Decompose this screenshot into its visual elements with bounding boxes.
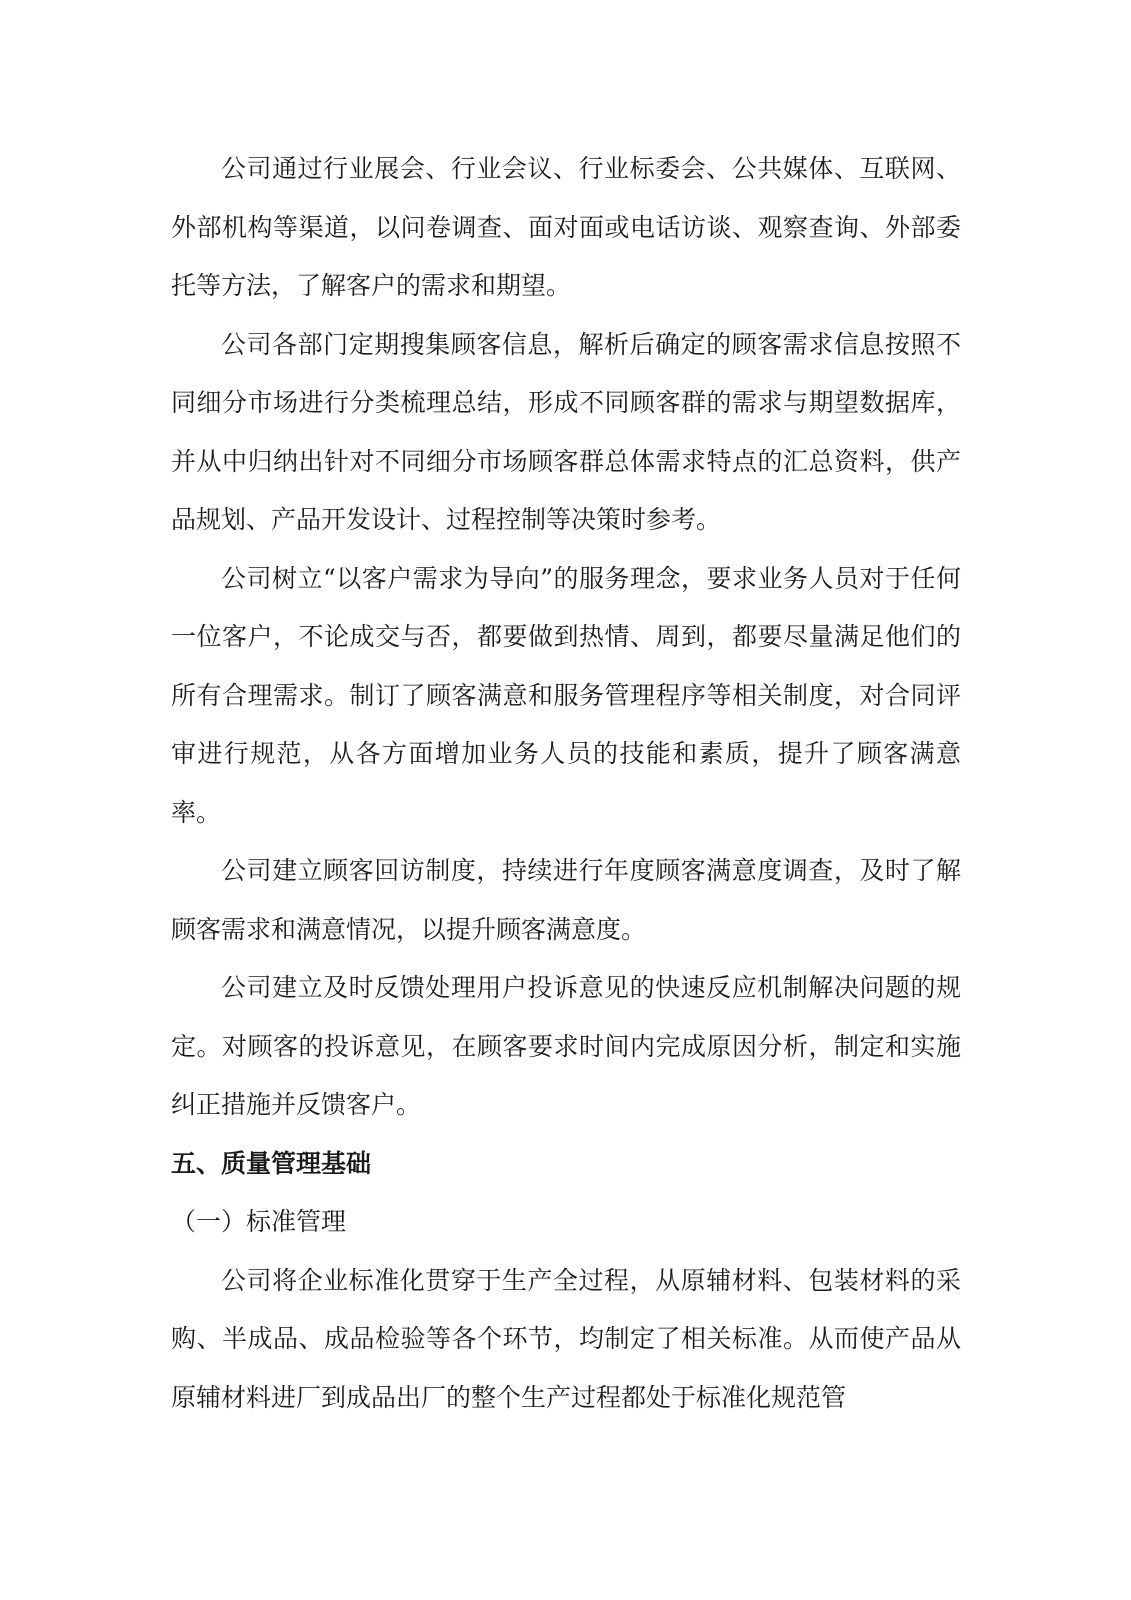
body-paragraph: 公司各部门定期搜集顾客信息，解析后确定的顾客需求信息按照不同细分市场进行分类梳理总结，形成不同顾客群的需求与期望数据库，并从中归纳出针对不同细分市场顾客群总体需求特点的汇总资料，供产品规划、产品开发设计、过程控制等决策时参考。: [171, 329, 961, 534]
body-paragraph: 公司建立顾客回访制度，持续进行年度顾客满意度调查，及时了解顾客需求和满意情况，以提升顾客满意度。: [171, 856, 961, 944]
subsection-heading: （一）标准管理: [171, 1207, 347, 1236]
body-paragraph: 公司将企业标准化贯穿于生产全过程，从原辅材料、包装材料的采购、半成品、成品检验等各个环节，均制定了相关标准。从而使产品从原辅材料进厂到成品出厂的整个生产过程都处于标准化规范管: [171, 1265, 961, 1412]
body-paragraph: 公司建立及时反馈处理用户投诉意见的快速反应机制解决问题的规定。对顾客的投诉意见，在顾客要求时间内完成原因分析，制定和实施纠正措施并反馈客户。: [171, 973, 961, 1119]
section-heading: 五、质量管理基础: [171, 1148, 372, 1178]
body-paragraph: 公司树立“以客户需求为导向”的服务理念，要求业务人员对于任何一位客户，不论成交与否，都要做到热情、周到，都要尽量满足他们的所有合理需求。制订了顾客满意和服务管理程序等相关制度，对合同评审进行规范，从各方面增加业务人员的技能和素质，提升了顾客满意率。: [171, 563, 961, 827]
body-paragraph: 公司通过行业展会、行业会议、行业标委会、公共媒体、互联网、外部机构等渠道，以问卷调查、面对面或电话访谈、观察查询、外部委托等方法，了解客户的需求和期望。: [171, 154, 961, 300]
document-body: [171, 140, 961, 1427]
